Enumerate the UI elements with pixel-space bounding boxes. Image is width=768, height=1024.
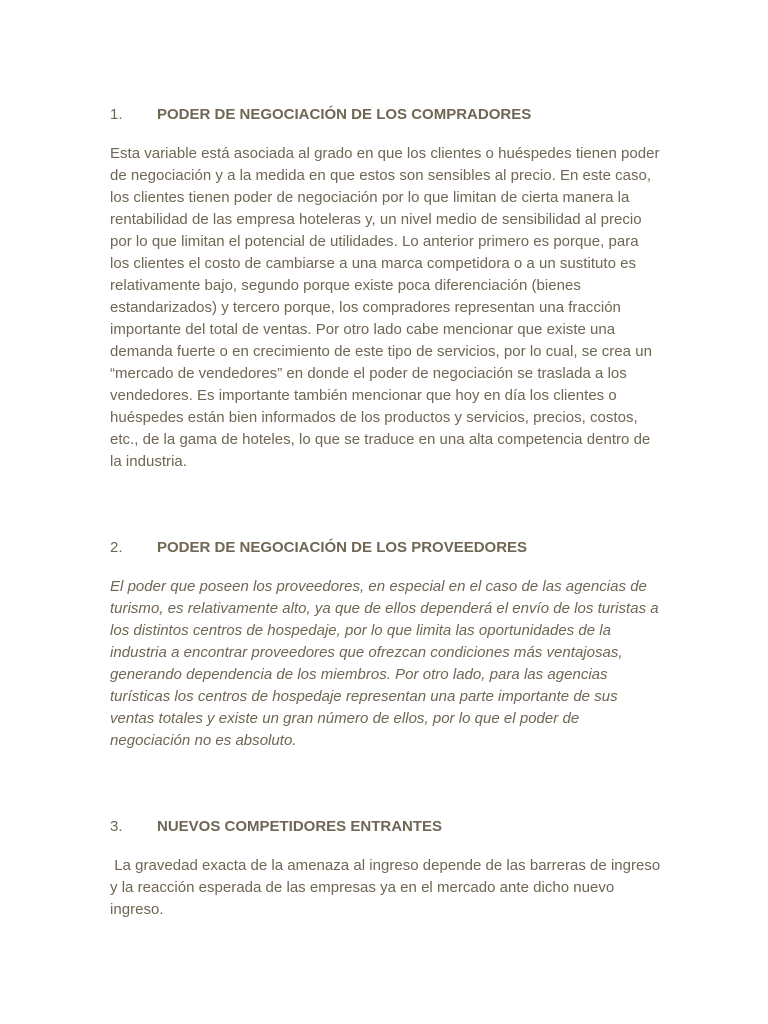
section-title: PODER DE NEGOCIACIÓN DE LOS COMPRADORES bbox=[157, 106, 532, 123]
section-compradores bbox=[110, 104, 662, 473]
section-heading bbox=[110, 104, 662, 126]
section-nuevos-competidores bbox=[110, 816, 665, 921]
section-title: NUEVOS COMPETIDORES ENTRANTES bbox=[157, 818, 443, 835]
section-proveedores bbox=[110, 537, 662, 752]
document-page bbox=[110, 104, 665, 921]
section-number: 3. bbox=[110, 818, 123, 835]
section-heading bbox=[110, 537, 662, 559]
section-title: PODER DE NEGOCIACIÓN DE LOS PROVEEDORES bbox=[157, 539, 528, 556]
section-number: 1. bbox=[110, 106, 123, 123]
section-heading bbox=[110, 816, 662, 838]
section-body: La gravedad exacta de la amenaza al ingreso depende de las barreras de ingreso y la reacción esperada de las empresas ya en el mercado ante dicho nuevo ingreso. bbox=[110, 857, 665, 918]
section-body: Esta variable está asociada al grado en que los clientes o huéspedes tienen poder de negociación y a la medida en que estos son sensibles al precio. En este caso, los clientes tienen poder de negociación por lo que limitan de cierta manera la rentabilidad de las empresa hoteleras y, un nivel medio de sensibilidad al precio por lo que limitan el potencial de utilidades. Lo anterior primero es porque, para los clientes el costo de cambiarse a una marca competidora o a un sustituto es relativamente bajo, segundo porque existe poca diferenciación (bienes estandarizados) y tercero porque, los compradores representan una fracción importante del total de ventas. Por otro lado cabe mencionar que existe una demanda fuerte o en crecimiento de este tipo de servicios, por lo cual, se crea un “mercado de vendedores” en donde el poder de negociación se traslada a los vendedores. Es importante también mencionar que hoy en día los clientes o huéspedes están bien informados de los productos y servicios, precios, costos, etc., de la gama de hoteles, lo que se traduce en una alta competencia dentro de la industria. bbox=[110, 145, 660, 470]
section-body: El poder que poseen los proveedores, en especial en el caso de las agencias de turismo, es relativamente alto, ya que de ellos dependerá el envío de los turistas a los distintos centros de hospedaje, por lo que limita las oportunidades de la industria a encontrar proveedores que ofrezcan condiciones más ventajosas, generando dependencia de los miembros. Por otro lado, para las agencias turísticas los centros de hospedaje representan una parte importante de sus ventas totales y existe un gran número de ellos, por lo que el poder de negociación no es absoluto. bbox=[110, 578, 659, 749]
section-number: 2. bbox=[110, 539, 123, 556]
